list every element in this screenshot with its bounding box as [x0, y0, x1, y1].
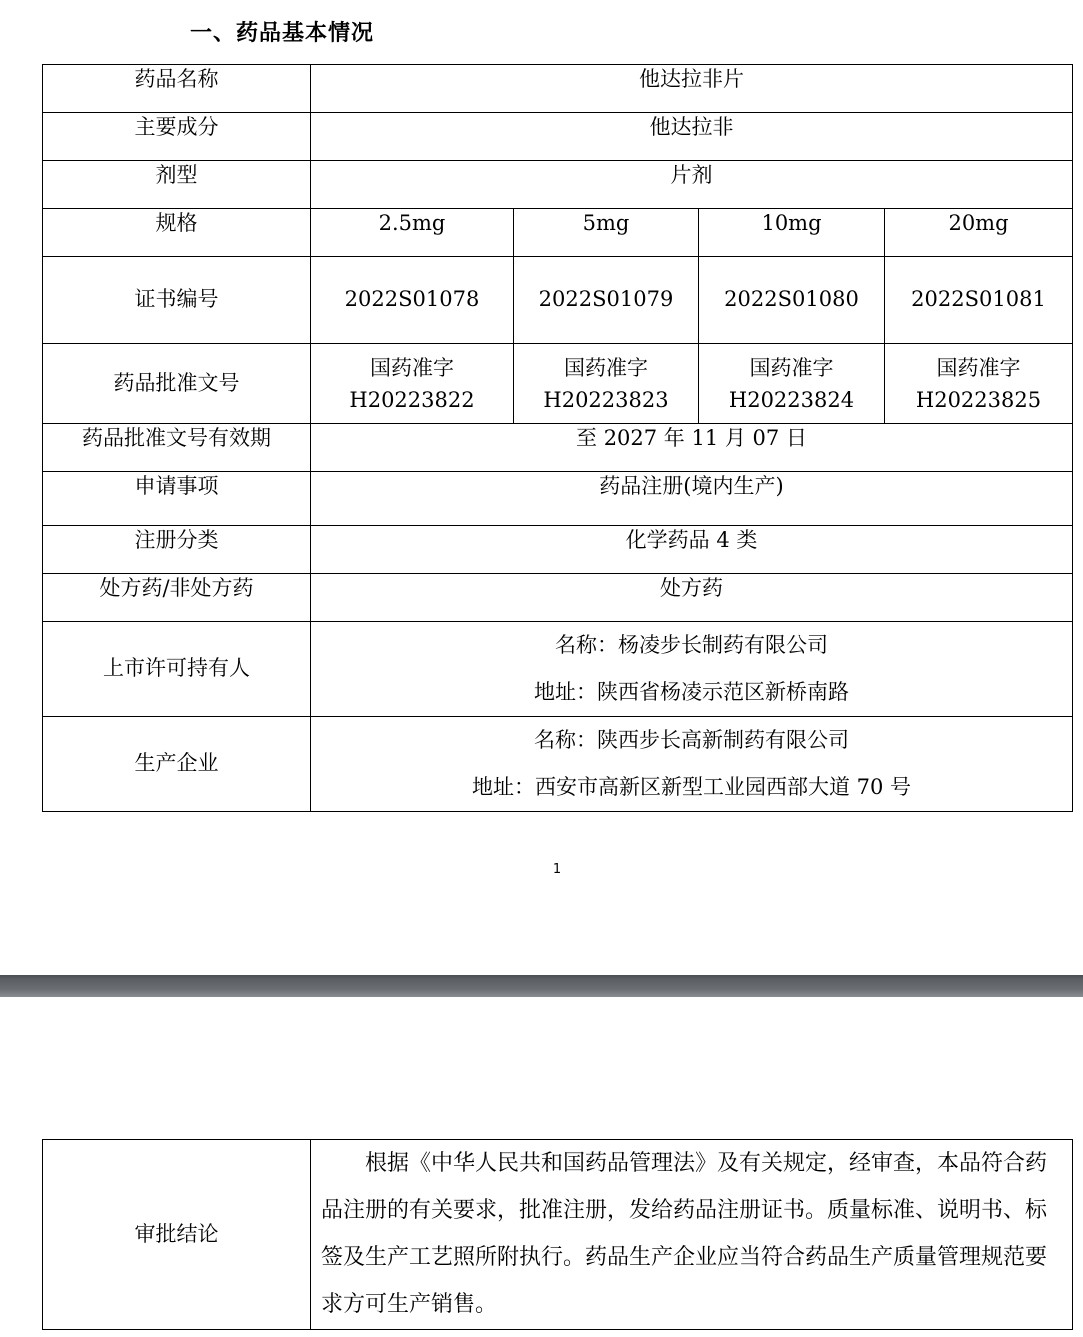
- approval-number: [885, 344, 1073, 424]
- spec-value: 20mg: [885, 209, 1073, 257]
- rx-value: 处方药: [311, 574, 1073, 622]
- approval-prefix: 国药准字: [370, 355, 454, 380]
- page-number: 1: [552, 862, 562, 877]
- approval-prefix: 国药准字: [749, 355, 834, 380]
- row-label: 主要成分: [43, 113, 311, 161]
- application-value: 药品注册(境内生产): [311, 472, 1073, 526]
- approval-code: H20223825: [915, 387, 1042, 412]
- table-row: [43, 209, 1073, 257]
- page-divider: [0, 975, 1083, 997]
- certificate-number: 2022S01079: [514, 257, 699, 344]
- row-label: 剂型: [43, 161, 311, 209]
- holder-name: 名称：杨凌步长制药有限公司: [555, 633, 828, 657]
- table-row: [43, 574, 1073, 622]
- table-row: [43, 161, 1073, 209]
- drug-name-value: 他达拉非片: [311, 65, 1073, 113]
- row-label: 注册分类: [43, 526, 311, 574]
- row-label: 规格: [43, 209, 311, 257]
- spec-value: 2.5mg: [311, 209, 514, 257]
- row-label: 药品名称: [43, 65, 311, 113]
- table-row: [43, 65, 1073, 113]
- approval-number: [699, 344, 885, 424]
- approval-prefix: 国药准字: [936, 355, 1021, 380]
- manufacturer-name: 名称：陕西步长高新制药有限公司: [534, 728, 849, 752]
- approval-code: H20223824: [728, 387, 855, 412]
- approval-code: H20223823: [543, 387, 669, 412]
- conclusion-table: [42, 1139, 1073, 1330]
- table-row: [43, 472, 1073, 526]
- conclusion-text: 根据《中华人民共和国药品管理法》及有关规定，经审查，本品符合药品注册的有关要求，批准注册，发给药品注册证书。质量标准、说明书、标签及生产工艺照所附执行。药品生产企业应当符合药品生产质量管理规范要求方可生产销售。: [311, 1140, 1073, 1330]
- manufacturer-address: 地址：西安市高新区新型工业园西部大道 70 号: [471, 775, 912, 799]
- section-title: 一、药品基本情况: [190, 21, 375, 46]
- table-row: [43, 526, 1073, 574]
- table-row: [43, 113, 1073, 161]
- row-label: 药品批准文号有效期: [43, 424, 311, 472]
- certificate-number: 2022S01081: [885, 257, 1073, 344]
- approval-number: [514, 344, 699, 424]
- row-label: 申请事项: [43, 472, 311, 526]
- table-row: [43, 424, 1073, 472]
- table-row: [43, 344, 1073, 424]
- category-value: 化学药品 4 类: [311, 526, 1073, 574]
- dosage-form-value: 片剂: [311, 161, 1073, 209]
- spec-value: 5mg: [514, 209, 699, 257]
- spec-value: 10mg: [699, 209, 885, 257]
- approval-prefix: 国药准字: [564, 355, 648, 380]
- certificate-number: 2022S01080: [699, 257, 885, 344]
- certificate-number: 2022S01078: [311, 257, 514, 344]
- approval-code: H20223822: [349, 387, 475, 412]
- row-label: 生产企业: [43, 717, 311, 812]
- validity-value: 至 2027 年 11 月 07 日: [311, 424, 1073, 472]
- table-row: [43, 717, 1073, 812]
- table-row: [43, 622, 1073, 717]
- holder-value: [311, 622, 1073, 717]
- drug-info-table: [42, 64, 1073, 812]
- ingredient-value: 他达拉非: [311, 113, 1073, 161]
- table-row: [43, 1140, 1073, 1330]
- approval-number: [311, 344, 514, 424]
- row-label: 证书编号: [43, 257, 311, 344]
- holder-address: 地址：陕西省杨凌示范区新桥南路: [534, 680, 849, 704]
- manufacturer-value: [311, 717, 1073, 812]
- row-label: 药品批准文号: [43, 344, 311, 424]
- conclusion-label: 审批结论: [43, 1140, 311, 1330]
- table-row: [43, 257, 1073, 344]
- row-label: 处方药/非处方药: [43, 574, 311, 622]
- row-label: 上市许可持有人: [43, 622, 311, 717]
